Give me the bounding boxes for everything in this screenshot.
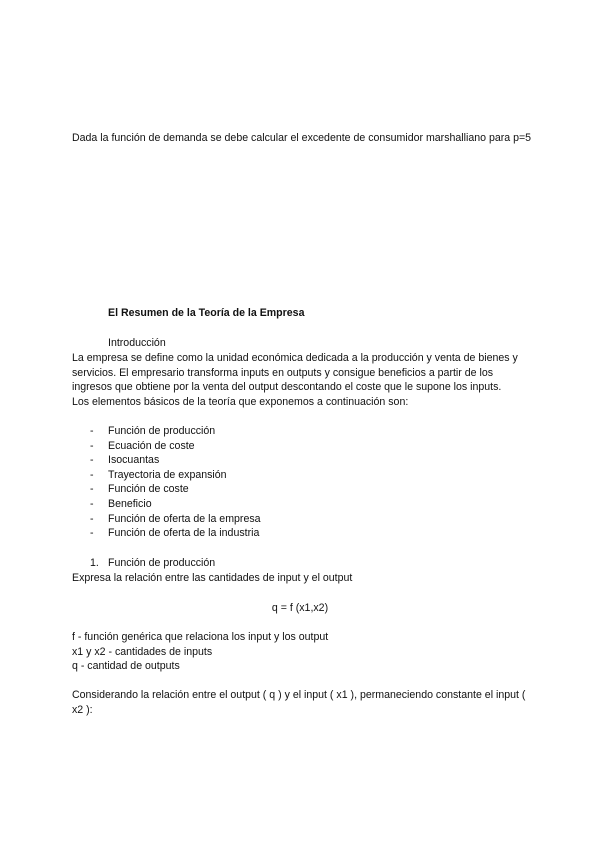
intro-heading: Introducción — [108, 337, 166, 349]
expresa-text: Expresa la relación entre las cantidades de input y el output — [72, 572, 353, 584]
definition-line: x1 y x2 - cantidades de inputs — [72, 645, 213, 658]
list-item — [90, 526, 261, 541]
intro-section — [72, 351, 532, 409]
list-item — [90, 468, 261, 483]
list-bullet: - — [90, 454, 94, 467]
list-bullet: - — [90, 468, 94, 481]
list-bullet: - — [90, 483, 94, 496]
list-bullet: - — [90, 527, 94, 540]
list-item-label: Ecuación de coste — [108, 439, 195, 452]
list-item-label: Función de coste — [108, 483, 189, 496]
elements-list — [90, 424, 261, 541]
list-item — [90, 497, 261, 512]
list-item-label: Trayectoria de expansión — [108, 468, 227, 481]
list-item-label: Función de oferta de la industria — [108, 527, 260, 540]
list-bullet: - — [90, 497, 94, 510]
elements-lead: Los elementos básicos de la teoría que exponemos a continuación son: — [72, 395, 409, 408]
list-item-label: Función de oferta de la empresa — [108, 512, 261, 525]
list-bullet: - — [90, 439, 94, 452]
section-number: 1. — [90, 557, 99, 569]
list-bullet: - — [90, 425, 94, 437]
document-title: El Resumen de la Teoría de la Empresa — [108, 307, 305, 319]
list-item — [90, 482, 261, 497]
list-item — [90, 512, 261, 527]
definitions — [72, 630, 532, 674]
list-item-label: Beneficio — [108, 497, 152, 510]
list-bullet: - — [90, 512, 94, 525]
definition-line: q - cantidad de outputs — [72, 660, 180, 673]
production-formula: q = f (x1,x2) — [271, 602, 329, 614]
intro-paragraph: La empresa se define como la unidad económica dedicada a la producción y venta de bienes y servicios. El empresario transforma inputs en outputs y consigue beneficios a partir de los ingresos que obtiene por la venta del output descontando el coste que le supone los inputs. — [72, 352, 518, 394]
list-item-label: Isocuantas — [108, 454, 160, 467]
list-item — [90, 439, 261, 454]
considerando-text: Considerando la relación entre el output ( q ) y el input ( x1 ), permaneciendo constante el input ( x2 ): — [72, 689, 526, 716]
list-item — [90, 453, 261, 468]
list-item — [90, 424, 261, 439]
section-heading — [90, 556, 215, 571]
list-item-label: Función de producción — [108, 425, 216, 437]
section-title: Función de producción — [108, 557, 216, 569]
question-text: Dada la función de demanda se debe calcular el excedente de consumidor marshalliano para p=5 — [72, 132, 532, 144]
definition-line: f - función genérica que relaciona los input y los output — [72, 631, 329, 643]
